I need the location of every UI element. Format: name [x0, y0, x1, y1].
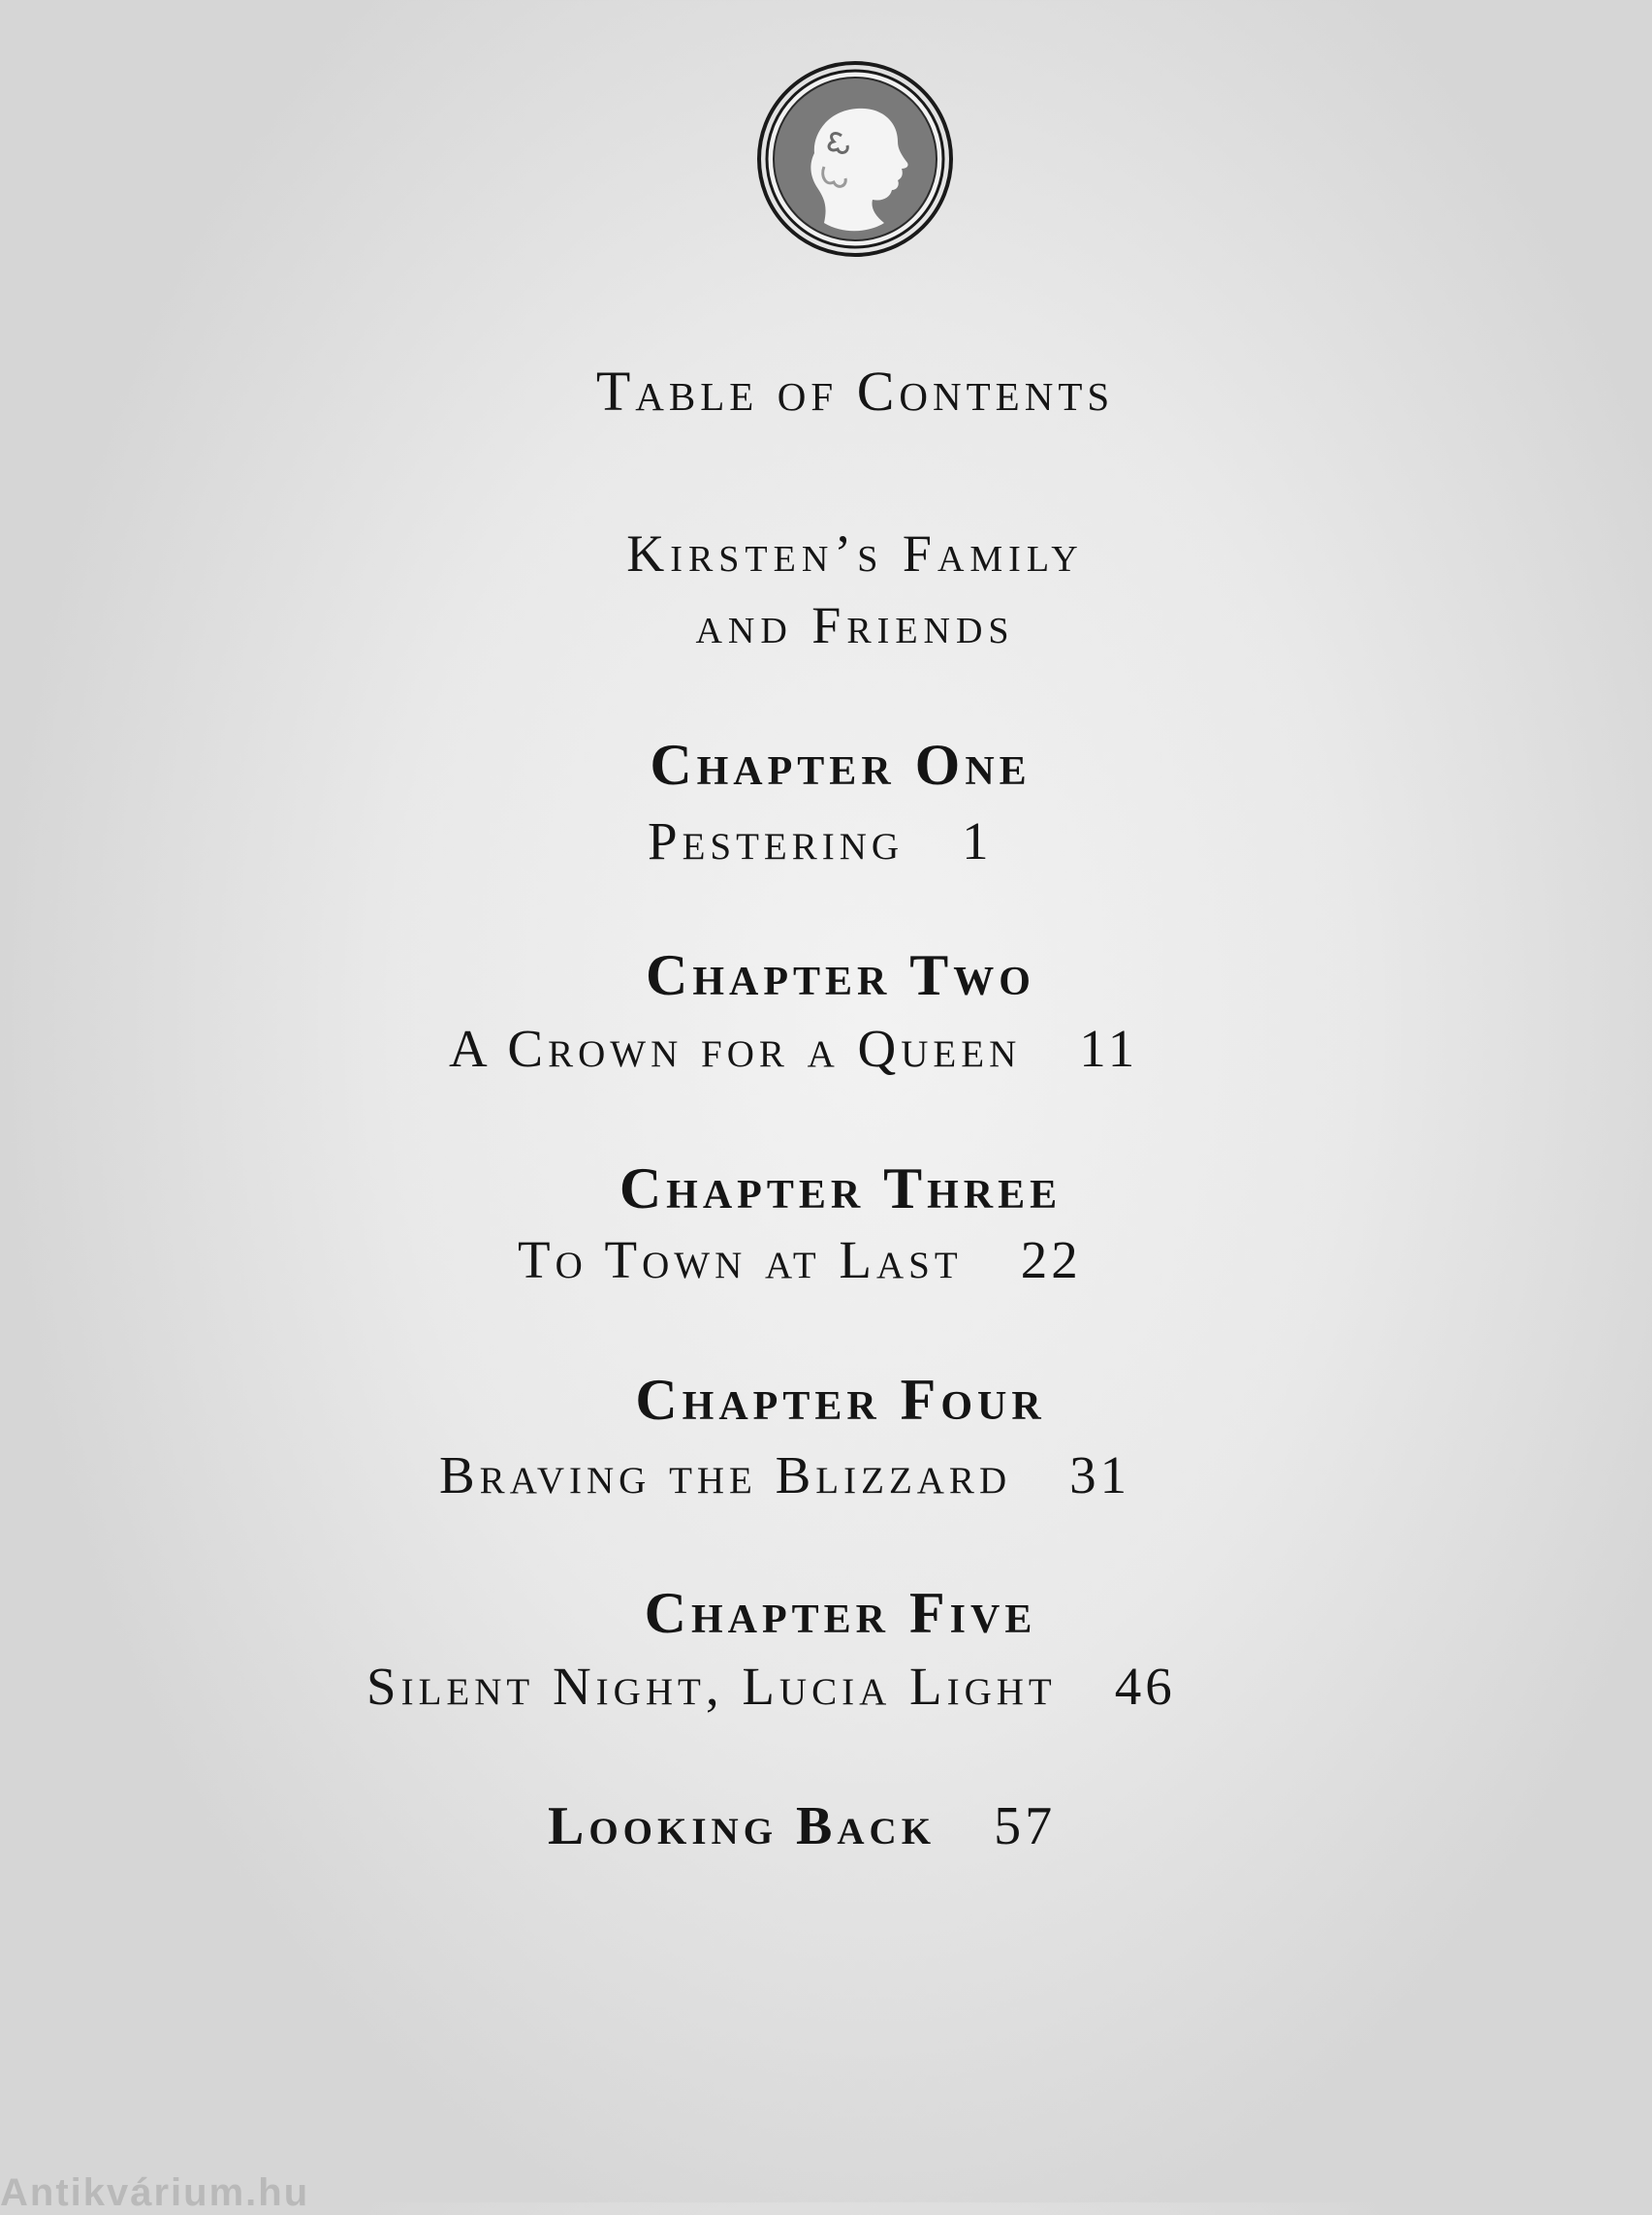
page-number: 11	[1079, 1019, 1139, 1078]
page-number: 46	[1114, 1657, 1176, 1716]
watermark: Antikvárium.hu	[0, 2171, 310, 2214]
page-number: 22	[1020, 1230, 1082, 1289]
chapter-title: Pestering	[648, 811, 905, 870]
family-and-friends-line-1: Kirsten’s Family	[626, 524, 1084, 583]
chapter-heading-one: Chapter One	[650, 733, 1032, 797]
toc-entry-chapter-three[interactable]	[518, 1229, 1082, 1290]
chapter-heading-three: Chapter Three	[619, 1156, 1063, 1220]
chapter-heading-five: Chapter Five	[644, 1581, 1037, 1645]
chapter-title: A Crown for a Queen	[449, 1019, 1022, 1078]
toc-entry-looking-back[interactable]	[548, 1795, 1056, 1857]
page-number: 1	[962, 811, 993, 870]
toc-entry-chapter-five[interactable]	[366, 1656, 1176, 1717]
chapter-title: Braving the Blizzard	[439, 1445, 1012, 1504]
page-number: 31	[1069, 1445, 1131, 1504]
silhouette-portrait-icon	[756, 60, 954, 258]
toc-entry-chapter-two[interactable]	[449, 1018, 1138, 1079]
page-title: Table of Contents	[595, 360, 1115, 423]
chapter-heading-two: Chapter Two	[646, 943, 1035, 1007]
page-number: 57	[994, 1796, 1057, 1856]
chapter-heading-four: Chapter Four	[635, 1368, 1046, 1432]
chapter-title: To Town at Last	[518, 1230, 963, 1289]
toc-entry-chapter-four[interactable]	[439, 1444, 1130, 1505]
looking-back-title: Looking Back	[548, 1796, 937, 1856]
chapter-title: Silent Night, Lucia Light	[366, 1657, 1057, 1716]
family-and-friends-line-2: and Friends	[695, 596, 1015, 654]
toc-entry-chapter-one[interactable]	[648, 810, 993, 871]
